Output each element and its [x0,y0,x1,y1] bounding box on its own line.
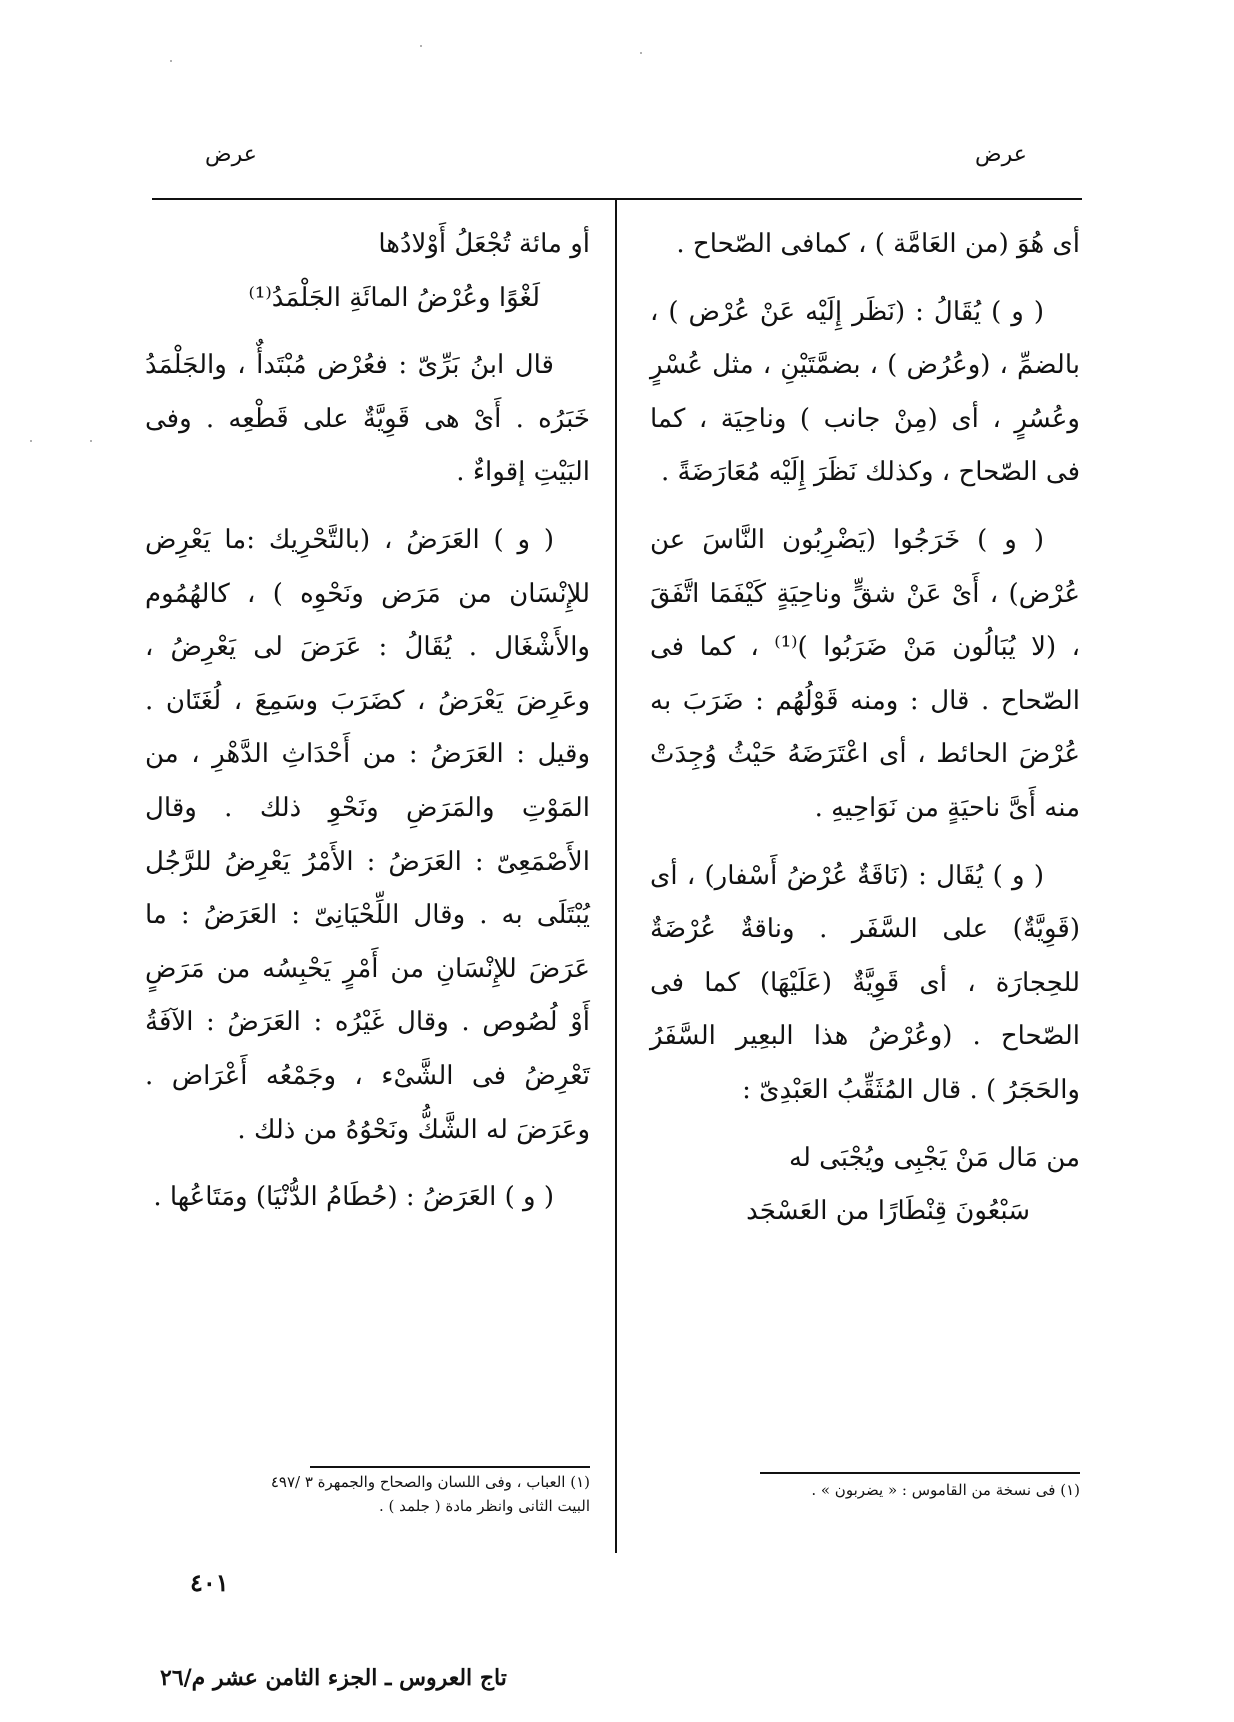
verse [650,1132,1080,1239]
footnote: (١) فى نسخة من القاموس : « يضربون » . [811,1481,1080,1499]
paragraph: ( و ) يُقَالُ : (نَظَر إِلَيْه عَنْ عُرْض ) ، بالضمِّ ، (وعُرُض ) ، بضمَّتَيْنِ ، مثل عُسْرٍ وعُسُرٍ ، أى (مِنْ جانب ) وناحِيَة ، كما فى الصّحاح ، وكذلك نَظَرَ إِلَيْه مُعَارَضَةً . [650,296,1080,488]
footnote [150,1470,590,1518]
paragraph: قال ابنُ بَرِّىّ : فعُرْض مُبْتَدأٌ ، والجَلْمَدُ خَبَرُه . أَىْ هى قَوِيَّةٌ على قَطْعِه . وفى البَيْتِ إقواءٌ . [145,350,590,488]
left-column [145,218,590,1239]
header-root-word-left: عرض [205,142,257,167]
paragraph: ( و ) العَرَضُ ، (بالتَّحْرِيك :ما يَعْرِض للإِنْسَان من مَرَض ونَحْوِه ) ، كالهُمُوم والأَشْغَال . يُقَالُ : عَرَضَ لى يَعْرِضُ ، وعَرِضَ يَعْرَضُ ، كضَرَبَ وسَمِعَ ، لُغَتَان . وقيل : العَرَضُ : من أَحْدَاثِ الدَّهْرِ ، من المَوْتِ والمَرَضِ ونَحْوِ ذلك . وقال الأَصْمَعِىّ : العَرَضُ : الأَمْرُ يَعْرِضُ للرَّجُل يُبْتَلَى به . وقال اللِّحْيَانِىّ : العَرَضُ : ما عَرَضَ للإِنْسَانِ من أَمْرٍ يَحْبِسُه من مَرَضٍ أَوْ لُصُوص . وقال غَيْرُه : العَرَضُ : الآفَةُ تَعْرِضُ فى الشَّىْء ، وجَمْعُه أَعْرَاض . وعَرَضَ له الشَّكُّ ونَحْوُهُ من ذلك . [145,524,590,1145]
header-root-word-right: عرض [975,142,1027,167]
page-number: ٤٠١ [190,1568,229,1597]
book-footer-signature: تاج العروس ـ الجزء الثامن عشر م/٢٦ [160,1665,507,1691]
verse-line: سَبْعُونَ قِنْطَارًا من العَسْجَد [746,1196,1030,1227]
scan-speck [640,52,642,54]
footnote-rule [310,1466,590,1468]
header-rule [152,198,1082,200]
scan-speck [420,45,422,47]
right-column [650,218,1080,1239]
paragraph: أى هُوَ (من العَامَّة ) ، كمافى الصّحاح . [676,229,1080,259]
scan-speck [170,60,172,62]
paragraph: ( و ) خَرَجُوا (يَضْرِبُون النَّاسَ عن عُرْض) ، أَىْ عَنْ شقٍّ وناحِيَةٍ كَيْفَمَا اتَّفَقَ ، (لا يُبَالُون مَنْ ضَرَبُوا )⁽¹⁾ ، كما فى الصّحاح . قال : ومنه قَوْلُهُم : ضَرَبَ به عُرْضَ الحائط ، أى اعْتَرَضَهُ حَيْثُ وُجِدَتْ منه أَىَّ ناحيَةٍ من نَوَاحِيهِ . [650,524,1080,823]
footnote-rule [760,1472,1080,1474]
verse-line: لَغْوًا وعُرْضُ المائَةِ الجَلْمَدُ⁽¹⁾ [248,282,540,313]
footnote-line: (١) العباب ، وفى اللسان والصحاح والجمهرة ٣ /٤٩٧ [270,1473,590,1491]
scan-speck [30,440,32,442]
verse-line: من مَال مَنْ يَجْبِى ويُجْبَى له [789,1142,1080,1173]
scan-speck [90,440,92,442]
paragraph: ( و ) يُقَال : (نَاقَةٌ عُرْضُ أَسْفار) ، أى (قَوِيَّةٌ) على السَّفَر . وناقةٌ عُرْضَةٌ للحِجارَة ، أى قَوِيَّةٌ (عَلَيْهَا) كما فى الصّحاح . (وعُرْضُ هذا البعِير السَّفَرُ والحَجَرُ ) . قال المُثَقِّبُ العَبْدِىّ : [650,860,1080,1105]
footnote-line: البيت الثانى وانظر مادة ( جلمد ) . [379,1497,590,1515]
column-divider [615,198,617,1553]
verse [145,218,590,325]
paragraph: ( و ) العَرَضُ : (حُطَامُ الدُّنْيَا) ومَتَاعُها . [153,1182,554,1213]
verse-line: أو مائة تُجْعَلُ أَوْلادُها [378,229,590,259]
